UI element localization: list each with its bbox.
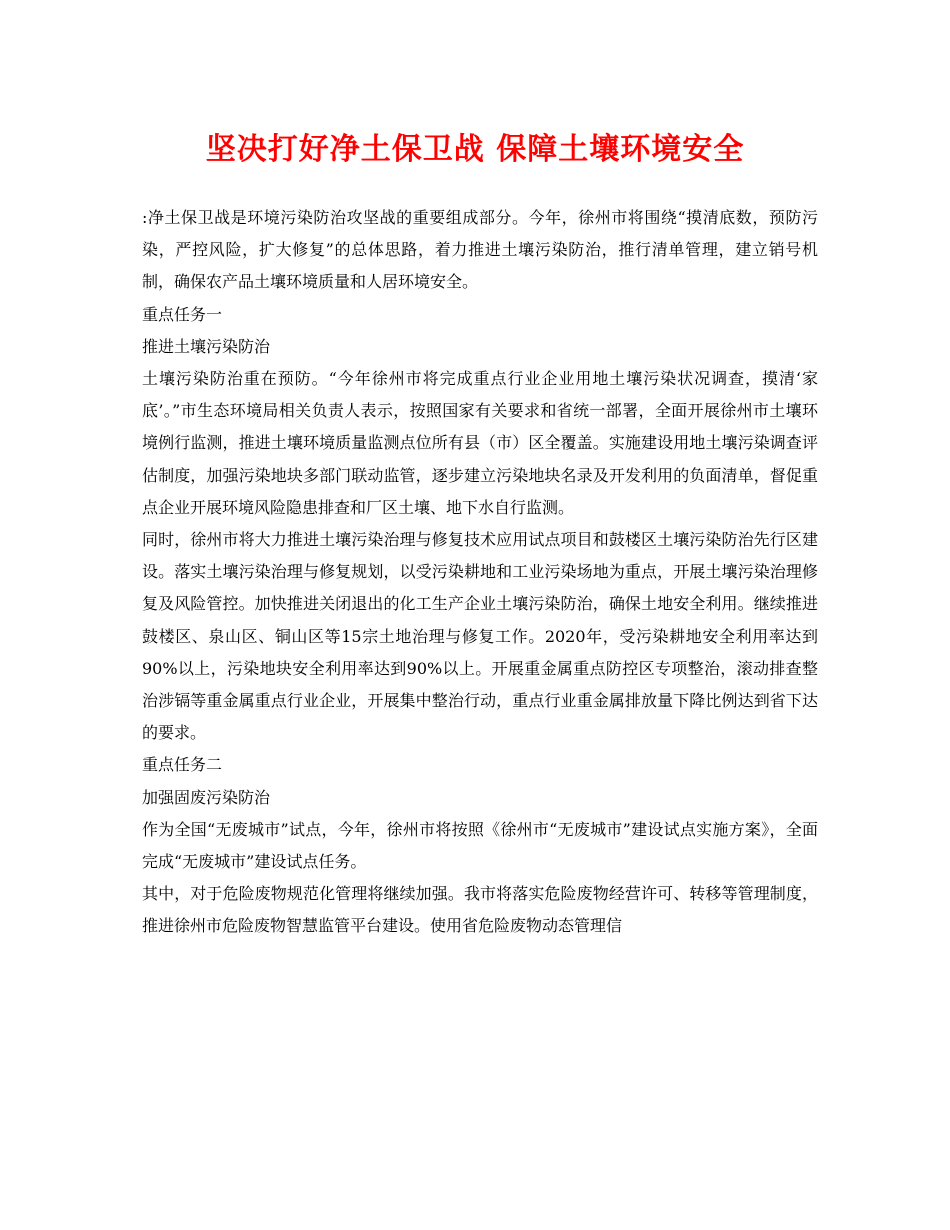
section-heading-task-one: 重点任务一 bbox=[142, 304, 223, 324]
section-subheading-soil-pollution: 推进土壤污染防治 bbox=[142, 336, 271, 356]
section-heading-task-two: 重点任务二 bbox=[142, 755, 223, 775]
intro-paragraph: :净土保卫战是环境污染防治攻坚战的重要组成部分。今年，徐州市将围绕“摸清底数，预防污染，严控风险，扩大修复”的总体思路，着力推进土壤污染防治，推行清单管理，建立销号机制，确保农产品土壤环境质量和人居环境安全。 bbox=[142, 208, 818, 292]
body-paragraph: 作为全国“无废城市”试点，今年，徐州市将按照《徐州市“无废城市”建设试点实施方案》，全面完成“无废城市”建设试点任务。 bbox=[142, 819, 818, 872]
document-title: 坚决打好净土保卫战 保障土壤环境安全 bbox=[205, 132, 745, 167]
document-body bbox=[142, 202, 818, 943]
body-paragraph: 同时，徐州市将大力推进土壤污染治理与修复技术应用试点项目和鼓楼区土壤污染防治先行区建设。落实土壤污染治理与修复规划，以受污染耕地和工业污染场地为重点，开展土壤污染治理修复及风险管控。加快推进关闭退出的化工生产企业土壤污染防治，确保土地安全利用。继续推进鼓楼区、泉山区、铜山区等15宗土地治理与修复工作。2020年，受污染耕地安全利用率达到90%以上，污染地块安全利用率达到90%以上。开展重金属重点防控区专项整治，滚动排查整治涉镉等重金属重点行业企业，开展集中整治行动，重点行业重金属排放量下降比例达到省下达的要求。 bbox=[142, 530, 818, 743]
section-subheading-solid-waste: 加强固废污染防治 bbox=[142, 787, 271, 807]
body-paragraph: 土壤污染防治重在预防。“今年徐州市将完成重点行业企业用地土壤污染状况调查，摸清‘家底’。”市生态环境局相关负责人表示，按照国家有关要求和省统一部署，全面开展徐州市土壤环境例行监测，推进土壤环境质量监测点位所有县（市）区全覆盖。实施建设用地土壤污染调查评估制度，加强污染地块多部门联动监管，逐步建立污染地块名录及开发利用的负面清单，督促重点企业开展环境风险隐患排查和厂区土壤、地下水自行监测。 bbox=[142, 369, 818, 517]
body-paragraph: 其中，对于危险废物规范化管理将继续加强。我市将落实危险废物经营许可、转移等管理制度，推进徐州市危险废物智慧监管平台建设。使用省危险废物动态管理信 bbox=[142, 884, 818, 936]
